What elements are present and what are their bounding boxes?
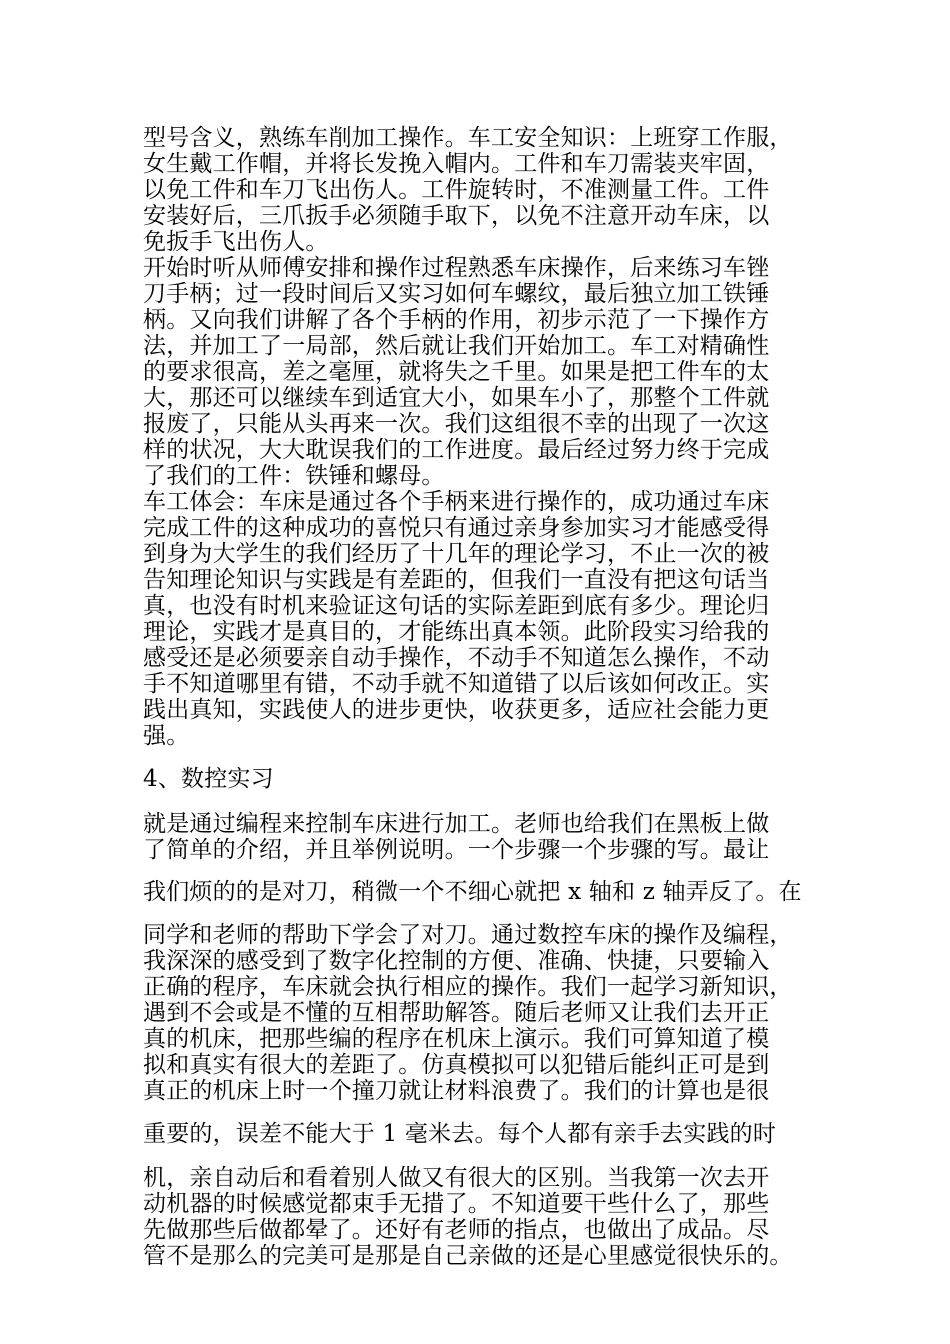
text-line: 了我们的工件：铁锤和螺母。 — [143, 463, 445, 489]
text-line: 大，那还可以继续车到适宜大小，如果车小了，那整个工件就 — [143, 385, 770, 411]
text-line: 拟和真实有很大的差距了。仿真模拟可以犯错后能纠正可是到 — [143, 1052, 770, 1078]
text-line: 柄。又向我们讲解了各个手柄的作用，初步示范了一下操作方 — [143, 307, 770, 333]
text-line: 感受还是必须要亲自动手操作，不动手不知道怎么操作，不动 — [143, 645, 770, 671]
text-line: 开始时听从师傅安排和操作过程熟悉车床操作，后来练习车锉 — [143, 255, 770, 281]
text-line: 了简单的介绍，并且举例说明。一个步骤一个步骤的写。最让 — [143, 837, 770, 863]
text-line: 正确的程序，车床就会执行相应的操作。我们一起学习新知识， — [143, 974, 793, 1000]
text-line: 真，也没有时机来验证这句话的实际差距到底有多少。理论归 — [143, 593, 770, 619]
text-line: 告知理论知识与实践是有差距的，但我们一直没有把这句话当 — [143, 567, 770, 593]
text-line: 我深深的感受到了数字化控制的方便、准确、快捷，只要输入 — [143, 948, 770, 974]
text-line: 理论，实践才是真目的，才能练出真本领。此阶段实习给我的 — [143, 619, 770, 645]
text-line: 遇到不会或是不懂的互相帮助解答。随后老师又让我们去开正 — [143, 1000, 770, 1026]
text-line: 我们烦的的是对刀，稍微一个不细心就把 x 轴和 z 轴弄反了。在 — [143, 879, 802, 905]
text-line: 型号含义，熟练车削加工操作。车工安全知识：上班穿工作服， — [143, 125, 793, 151]
text-line: 车工体会：车床是通过各个手柄来进行操作的，成功通过车床 — [143, 489, 770, 515]
text-line: 手不知道哪里有错，不动手就不知道错了以后该如何改正。实 — [143, 671, 770, 697]
text-line: 管不是那么的完美可是那是自己亲做的还是心里感觉很快乐的。 — [143, 1243, 793, 1269]
text-line: 践出真知，实践使人的进步更快，收获更多，适应社会能力更 — [143, 697, 770, 723]
section-heading: 4、数控实习 — [143, 766, 274, 792]
text-line: 到身为大学生的我们经历了十几年的理论学习，不止一次的被 — [143, 541, 770, 567]
text-line: 样的状况，大大耽误我们的工作进度。最后经过努力终于完成 — [143, 437, 770, 463]
text-line: 以免工件和车刀飞出伤人。工件旋转时，不准测量工件。工件 — [143, 177, 770, 203]
text-line: 动机器的时候感觉都束手无措了。不知道要干些什么了，那些 — [143, 1191, 770, 1217]
text-line: 同学和老师的帮助下学会了对刀。通过数控车床的操作及编程， — [143, 922, 793, 948]
text-line: 免扳手飞出伤人。 — [143, 229, 329, 255]
text-line: 完成工件的这种成功的喜悦只有通过亲身参加实习才能感受得 — [143, 515, 770, 541]
text-line: 就是通过编程来控制车床进行加工。老师也给我们在黑板上做 — [143, 811, 770, 837]
text-line: 刀手柄；过一段时间后又实习如何车螺纹，最后独立加工铁锤 — [143, 281, 770, 307]
text-line: 重要的，误差不能大于 1 毫米去。每个人都有亲手去实践的时 — [143, 1121, 777, 1147]
text-line: 安装好后，三爪扳手必须随手取下，以免不注意开动车床，以 — [143, 203, 770, 229]
text-line: 报废了，只能从头再来一次。我们这组很不幸的出现了一次这 — [143, 411, 770, 437]
text-line: 的要求很高，差之毫厘，就将失之千里。如果是把工件车的太 — [143, 359, 770, 385]
text-line: 法，并加工了一局部，然后就让我们开始加工。车工对精确性 — [143, 333, 770, 359]
text-line: 女生戴工作帽，并将长发挽入帽内。工件和车刀需装夹牢固， — [143, 151, 770, 177]
text-line: 机，亲自动后和看着别人做又有很大的区别。当我第一次去开 — [143, 1165, 770, 1191]
text-line: 先做那些后做都晕了。还好有老师的指点，也做出了成品。尽 — [143, 1217, 770, 1243]
text-line: 强。 — [143, 723, 190, 749]
text-line: 真正的机床上时一个撞刀就让材料浪费了。我们的计算也是很 — [143, 1078, 770, 1104]
text-line: 真的机床，把那些编的程序在机床上演示。我们可算知道了模 — [143, 1026, 770, 1052]
